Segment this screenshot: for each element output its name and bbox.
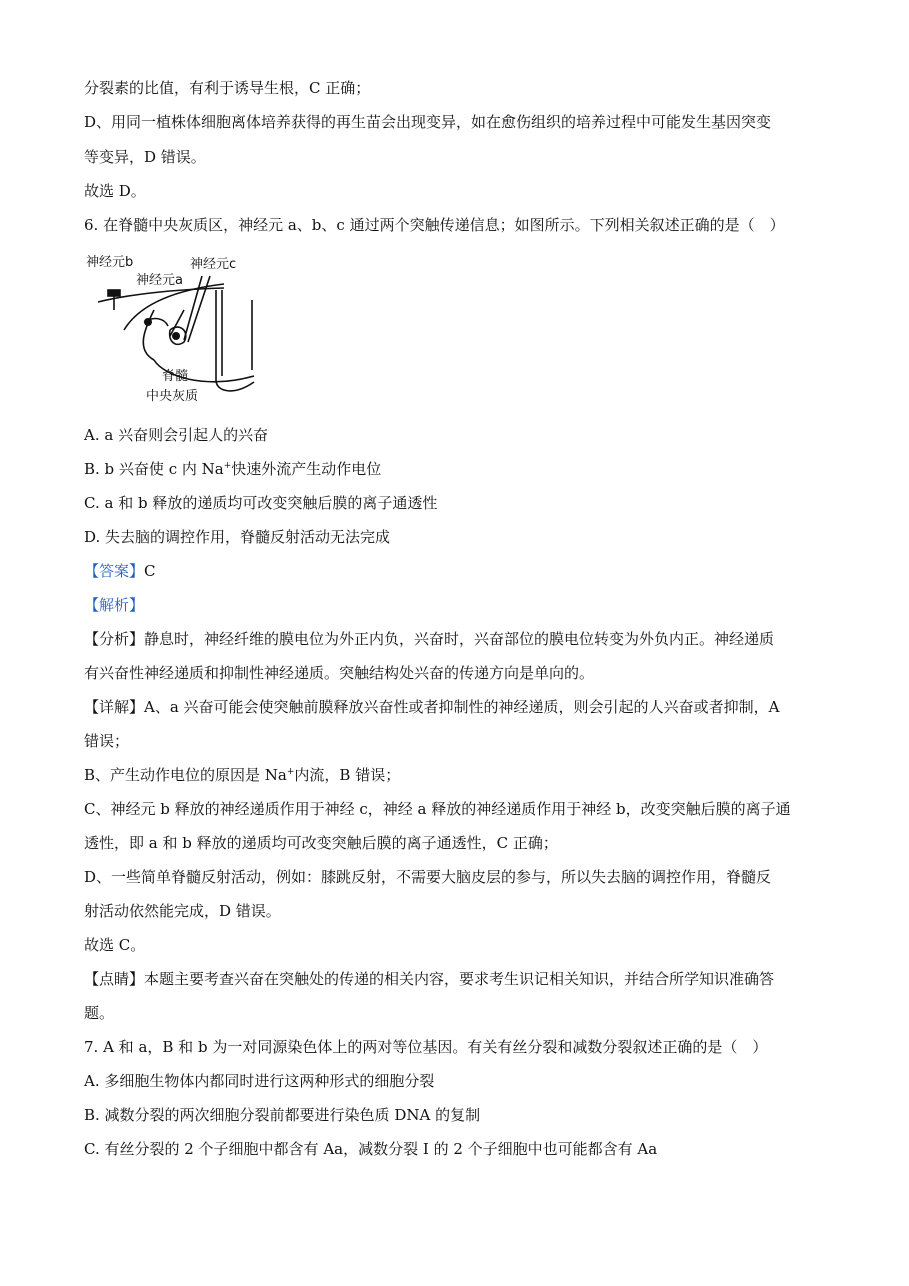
label-spinal-cord: 脊髓 [162,369,189,384]
q7-option-c: C. 有丝分裂的 2 个子细胞中都含有 Aa，减数分裂 I 的 2 个子细胞中也可能都含有 Aa [84,1140,658,1158]
q6-xiangjie-1 [84,697,779,717]
fenxi-text-1: 静息时，神经纤维的膜电位为外正内负，兴奋时，兴奋部位的膜电位转变为外负内正。神经递质 [144,630,775,648]
q6-option-b [84,459,381,479]
dianjing-text-1: 本题主要考查兴奋在突触处的传递的相关内容，要求考生识记相关知识，并结合所学知识准确答 [144,970,775,988]
q6-analysis-tag: 【解析】 [84,596,145,614]
q6-detail-b [84,765,400,785]
detail-b-sup: + [286,767,295,777]
answer-tag: 【答案】 [84,562,145,580]
q6-dianjing-1 [84,969,774,989]
q6-detail-c-2: 透性，即 a 和 b 释放的递质均可改变突触后膜的离子通透性，C 正确； [84,834,558,852]
q6-option-b-sup: + [223,461,232,471]
q6-detail-c-1: C、神经元 b 释放的神经递质作用于神经 c，神经 a 释放的神经递质作用于神经 b，改变突触后膜的离子通 [84,800,791,818]
question-6-stem: 6. 在脊髓中央灰质区，神经元 a、b、c 通过两个突触传递信息；如图所示。下列相关叙述正确的是（ ） [84,216,785,234]
fenxi-tag: 【分析】 [84,630,145,648]
label-neuron-a: 神经元a [136,273,183,288]
line-3: 等变异，D 错误。 [84,148,206,166]
q6-xiangjie-2: 错误； [84,732,130,750]
line-4: 故选 D。 [84,182,146,200]
neuron-diagram [84,250,284,410]
answer-value: C [144,562,156,580]
xiangjie-text-1: A、a 兴奋可能会使突触前膜释放兴奋性或者抑制性的神经递质，则会引起的人兴奋或者抑制，A [144,698,780,716]
q7-option-a: A. 多细胞生物体内都同时进行这两种形式的细胞分裂 [84,1072,435,1090]
q6-option-a: A. a 兴奋则会引起人的兴奋 [84,426,269,444]
question-7-stem: 7. A 和 a，B 和 b 为一对同源染色体上的两对等位基因。有关有丝分裂和减数分裂叙述正确的是（ ） [84,1038,768,1056]
q6-option-b-post: 快速外流产生动作电位 [231,460,382,478]
q7-option-b: B. 减数分裂的两次细胞分裂前都要进行染色质 DNA 的复制 [84,1106,481,1124]
q6-fenxi-2: 有兴奋性神经递质和抑制性神经递质。突触结构处兴奋的传递方向是单向的。 [84,664,595,682]
detail-b-pre: B、产生动作电位的原因是 Na [84,766,287,784]
q6-option-c: C. a 和 b 释放的递质均可改变突触后膜的离子通透性 [84,494,438,512]
q6-select: 故选 C。 [84,936,146,954]
q6-detail-d-1: D、一些简单脊髓反射活动，例如：膝跳反射，不需要大脑皮层的参与，所以失去脑的调控作用，脊髓反 [84,868,772,886]
xiangjie-tag: 【详解】 [84,698,145,716]
label-central-gray: 中央灰质 [146,389,199,404]
q6-dianjing-2: 题。 [84,1004,115,1022]
detail-b-post: 内流，B 错误； [294,766,401,784]
q6-fenxi-1 [84,629,774,649]
dianjing-tag: 【点睛】 [84,970,145,988]
label-neuron-b: 神经元b [86,255,134,270]
q6-detail-d-2: 射活动依然能完成，D 错误。 [84,902,281,920]
q6-answer [84,561,156,581]
q6-option-d: D. 失去脑的调控作用，脊髓反射活动无法完成 [84,528,391,546]
q6-option-b-pre: B. b 兴奋使 c 内 Na [84,460,224,478]
label-neuron-c: 神经元c [190,257,237,272]
line-2: D、用同一植株体细胞离体培养获得的再生苗会出现变异，如在愈伤组织的培养过程中可能发生基因突变 [84,113,772,131]
line-1: 分裂素的比值，有利于诱导生根，C 正确； [84,79,371,97]
